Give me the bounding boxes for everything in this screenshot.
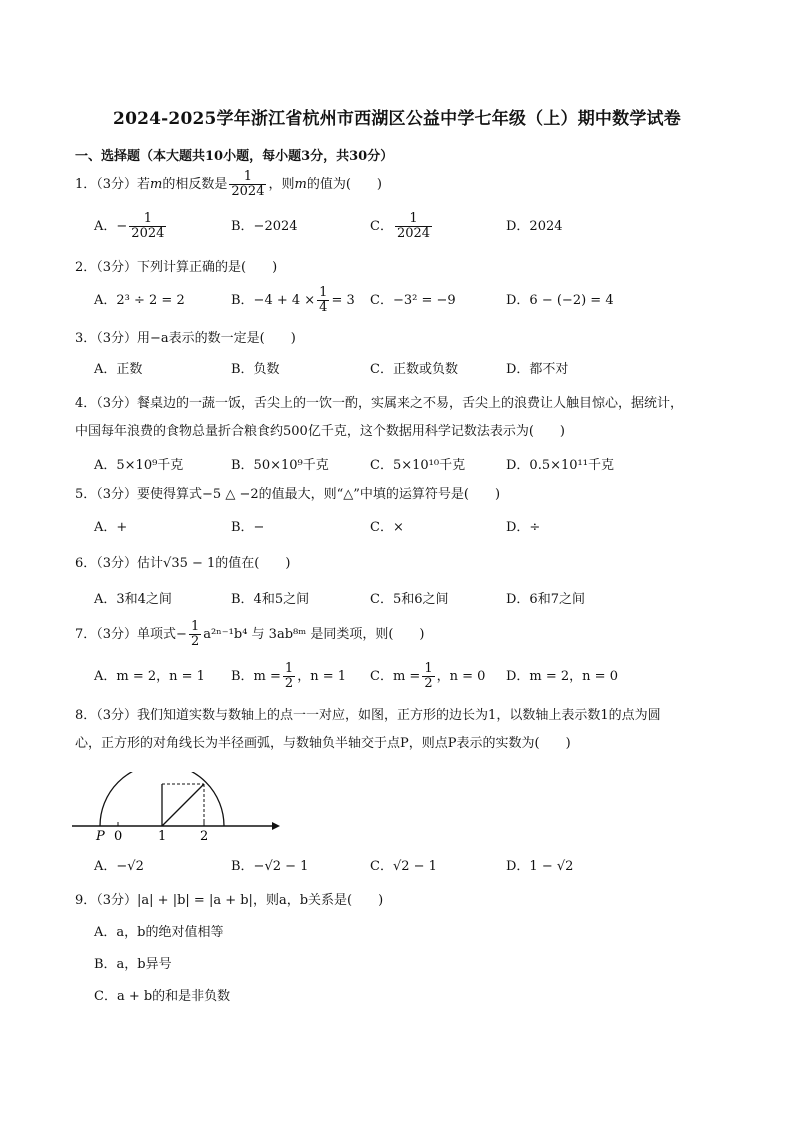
q7-option-c[interactable]: C．m = $\frac{1}{2}$ ，n = 0 — [370, 661, 486, 691]
q6-options — [94, 585, 734, 615]
q4-options — [94, 451, 734, 481]
q2-option-c[interactable]: C．−3² = −9 — [370, 293, 456, 308]
q5-option-b[interactable]: B．− — [231, 520, 265, 535]
q5-option-d[interactable]: D．÷ — [506, 520, 541, 535]
q1-stem-b: 的相反数是 — [162, 177, 228, 192]
q1-options — [94, 212, 734, 242]
q6-option-d[interactable]: D．6和7之间 — [506, 592, 585, 607]
q8-option-b[interactable]: B．−√2 − 1 — [231, 859, 309, 874]
q1-var: m — [150, 177, 163, 192]
q1-option-b[interactable]: B．−2024 — [231, 219, 298, 234]
q9-option-b[interactable]: B．a，b异号 — [94, 957, 172, 972]
q4-option-c[interactable]: C．5×10¹⁰千克 — [370, 458, 466, 473]
q7-fraction: $\frac{1}{2}$ — [190, 619, 200, 649]
axis-arrow-icon — [272, 822, 280, 830]
q8-line-2: 心，正方形的对角线长为半径画弧，与数轴负半轴交于点P，则点P表示的实数为( ) — [75, 736, 571, 751]
question-7: 7．（3分）单项式− $\frac{1}{2}$ a²ⁿ⁻¹b⁴ 与 3ab⁸ᵐ 是同类项，则( ) — [75, 619, 425, 649]
q1-option-c[interactable]: C． $\frac{1}{2024}$ — [370, 211, 431, 241]
q3-option-c[interactable]: C．正数或负数 — [370, 362, 458, 377]
q5-options — [94, 513, 734, 543]
q8-line-1: 8．（3分）我们知道实数与数轴上的点一一对应，如图，正方形的边长为1，以数轴上表示数1的点为圆 — [75, 708, 661, 723]
label-1: 1 — [158, 829, 167, 844]
question-8 — [75, 702, 723, 758]
q2-options — [94, 286, 734, 316]
q7-options — [94, 662, 734, 692]
q8-option-a[interactable]: A．−√2 — [94, 859, 144, 874]
q3-options — [94, 355, 734, 385]
q4-option-a[interactable]: A．5×10⁹千克 — [94, 458, 184, 473]
q1-fraction: $\frac{1}{2024}$ — [231, 169, 265, 199]
question-6: 6．（3分）估计√35 − 1的值在( ) — [75, 556, 291, 571]
q9-option-c[interactable]: C．a + b的和是非负数 — [94, 989, 231, 1004]
q3-option-a[interactable]: A．正数 — [94, 362, 143, 377]
square-diagonal — [162, 784, 204, 826]
q5-option-c[interactable]: C．× — [370, 520, 404, 535]
q6-option-c[interactable]: C．5和6之间 — [370, 592, 449, 607]
question-5: 5．（3分）要使得算式−5 △ −2的值最大，则“△”中填的运算符号是( ) — [75, 487, 501, 502]
label-0: 0 — [114, 829, 123, 844]
q2-option-a[interactable]: A．2³ ÷ 2 = 2 — [94, 293, 185, 308]
question-2: 2．（3分）下列计算正确的是( ) — [75, 260, 278, 275]
section-heading-choice: 一、选择题（本大题共10小题，每小题3分，共30分） — [75, 149, 394, 164]
question-9: 9．（3分）|a| + |b| = |a + b|，则a，b关系是( ) — [75, 893, 384, 908]
label-2: 2 — [200, 829, 209, 844]
q6-option-a[interactable]: A．3和4之间 — [94, 592, 172, 607]
q4-option-d[interactable]: D．0.5×10¹¹千克 — [506, 458, 614, 473]
number-line-diagram — [72, 772, 292, 848]
q8-option-c[interactable]: C．√2 − 1 — [370, 859, 437, 874]
q4-line-1: 4．（3分）餐桌边的一蔬一饭，舌尖上的一饮一酌，实属来之不易，舌尖上的浪费让人触目惊心，据统计， — [75, 396, 684, 411]
q1-var-2: m — [294, 177, 307, 192]
q1-option-d[interactable]: D．2024 — [506, 219, 563, 234]
question-1 — [75, 170, 723, 199]
q2-option-b[interactable]: B．−4 + 4 × $\frac{1}{4}$ = 3 — [231, 285, 355, 315]
q1-stem-c: ，则 — [268, 177, 295, 192]
question-4 — [75, 390, 723, 446]
q7-option-a[interactable]: A．m = 2，n = 1 — [94, 669, 205, 684]
q1-option-a[interactable]: A．− $\frac{1}{2024}$ — [94, 211, 165, 241]
q8-option-d[interactable]: D．1 − √2 — [506, 859, 574, 874]
q1-stem-a: 1．（3分）若 — [75, 177, 151, 192]
q7-option-d[interactable]: D．m = 2，n = 0 — [506, 669, 618, 684]
q4-option-b[interactable]: B．50×10⁹千克 — [231, 458, 329, 473]
q3-option-b[interactable]: B．负数 — [231, 362, 280, 377]
q1-stem-d: 的值为( ) — [306, 177, 382, 192]
q2-option-d[interactable]: D．6 − (−2) = 4 — [506, 293, 614, 308]
exam-title: 2024-2025学年浙江省杭州市西湖区公益中学七年级（上）期中数学试卷 — [113, 109, 681, 129]
q6-option-b[interactable]: B．4和5之间 — [231, 592, 310, 607]
q4-line-2: 中国每年浪费的食物总量折合粮食约500亿千克，这个数据用科学记数法表示为( ) — [75, 424, 565, 439]
label-p: P — [96, 829, 105, 844]
question-3: 3．（3分）用−a表示的数一定是( ) — [75, 331, 296, 346]
q5-option-a[interactable]: A．+ — [94, 520, 128, 535]
q9-option-a[interactable]: A．a，b的绝对值相等 — [94, 925, 224, 940]
q8-options — [94, 852, 734, 882]
q3-option-d[interactable]: D．都不对 — [506, 362, 569, 377]
q7-option-b[interactable]: B．m = $\frac{1}{2}$ ，n = 1 — [231, 661, 346, 691]
